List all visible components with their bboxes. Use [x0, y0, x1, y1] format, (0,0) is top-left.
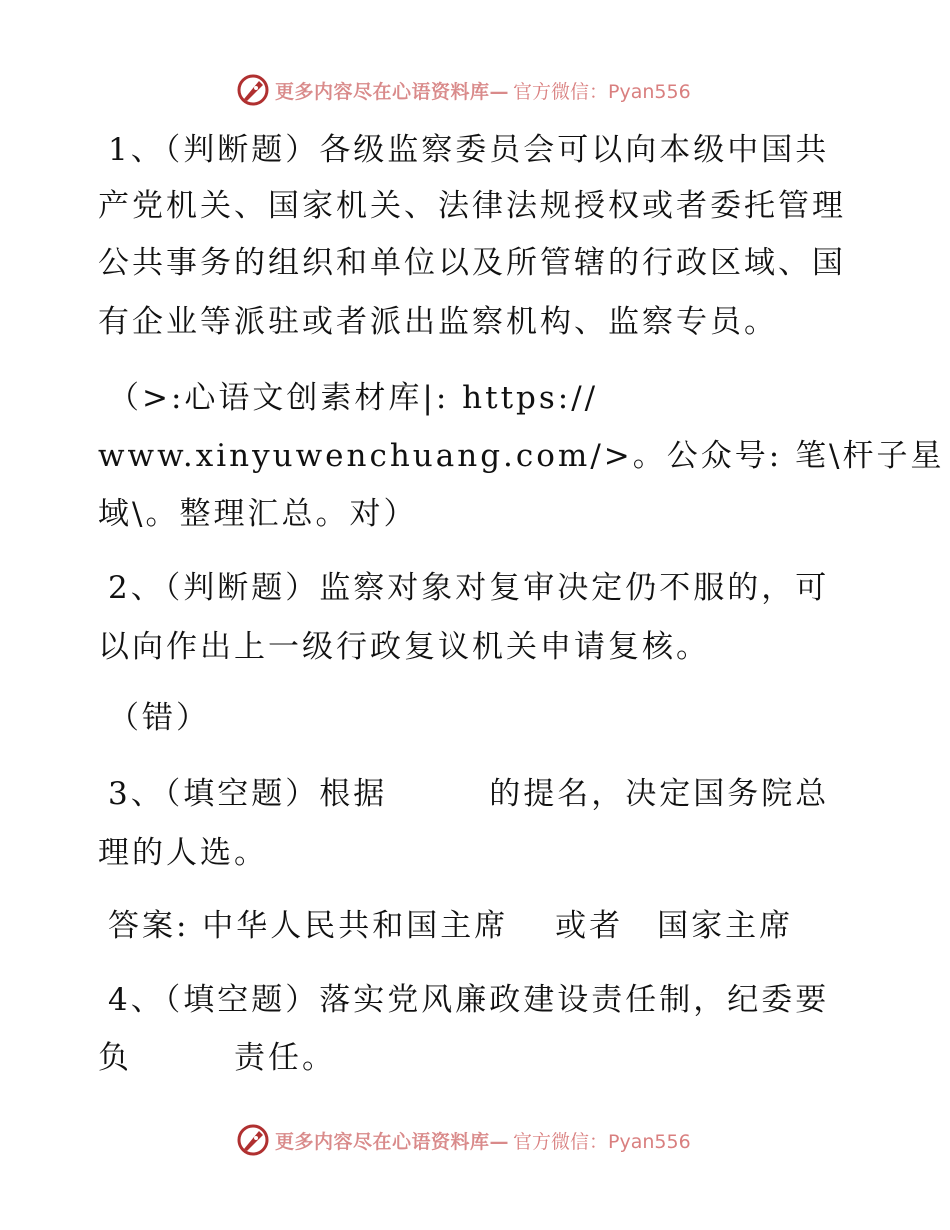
q1-line-4: 有企业等派驻或者派出监察机构、监察专员。 [98, 304, 778, 340]
q2-line-2: 以向作出上一级行政复议机关申请复核。 [98, 629, 710, 665]
footer-banner [235, 1122, 691, 1158]
q2-answer: （错） [108, 700, 210, 736]
banner-main-text: 更多内容尽在心语资料库— [275, 80, 510, 103]
q4-line-2: 负 责任。 [98, 1040, 336, 1076]
q1-line-1: 1、（判断题）各级监察委员会可以向本级中国共 [108, 132, 830, 168]
q3-line-1: 3、（填空题）根据 的提名，决定国务院总 [108, 776, 830, 812]
q1-note-line-1: （>:心语文创素材库|: https:// [108, 380, 599, 416]
q1-line-2: 产党机关、国家机关、法律法规授权或者委托管理 [98, 188, 846, 224]
q1-note-line-3: 域\。整理汇总。对） [98, 496, 418, 532]
footer-banner-main-text: 更多内容尽在心语资料库— [275, 1130, 510, 1153]
q4-line-1: 4、（填空题）落实党风廉政建设责任制，纪委要 [108, 982, 830, 1018]
q3-answer: 答案: 中华人民共和国主席 或者 国家主席 [108, 908, 794, 944]
fountain-pen-logo-icon [235, 1122, 271, 1158]
banner-wechat-text: 官方微信：Pyan556 [513, 80, 691, 103]
fountain-pen-logo-icon [235, 72, 271, 108]
footer-banner-wechat-text: 官方微信：Pyan556 [513, 1130, 691, 1153]
q2-line-1: 2、（判断题）监察对象对复审决定仍不服的，可 [108, 570, 830, 606]
q1-line-3: 公共事务的组织和单位以及所管辖的行政区域、国 [98, 245, 846, 281]
header-banner [235, 72, 691, 108]
q3-line-2: 理的人选。 [98, 835, 268, 871]
q1-note-line-2: www.xinyuwenchuang.com/>。公众号: 笔\杆子星 [98, 438, 945, 474]
